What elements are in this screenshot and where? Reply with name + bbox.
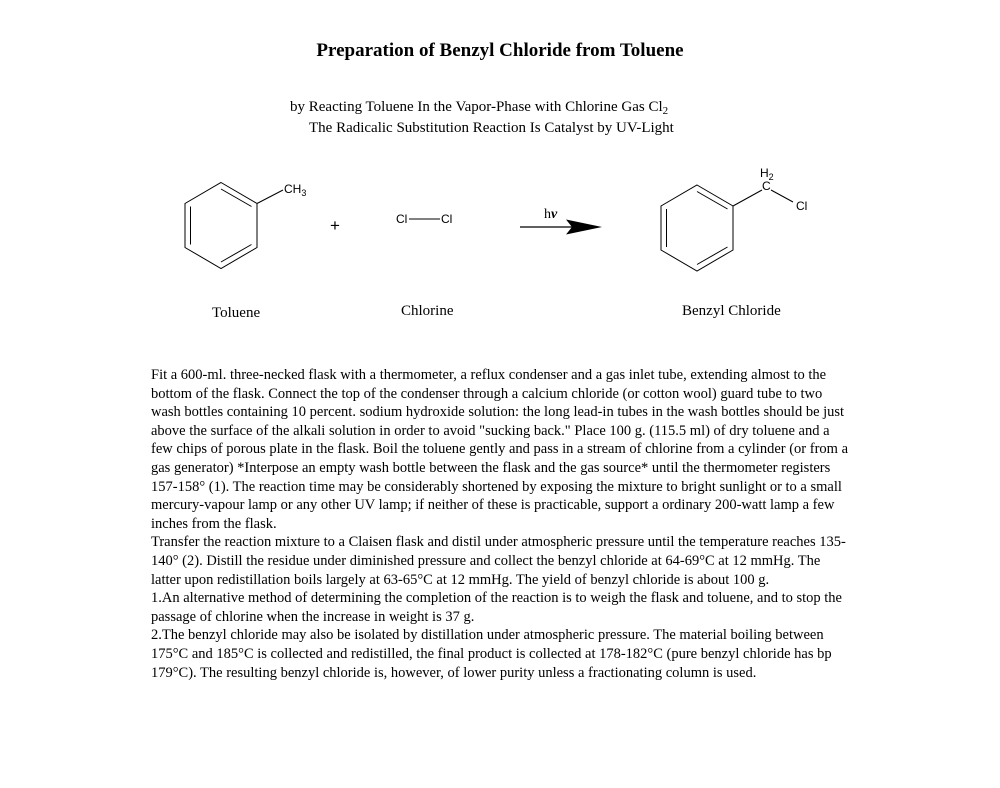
benzyl-ccl-bond [771, 190, 793, 202]
reaction-arrow [520, 220, 602, 235]
plus-sign: + [330, 216, 340, 235]
toluene-methyl-label: $CH_3$ [284, 182, 307, 198]
subtitle-line-1: by Reacting Toluene In the Vapor-Phase with Chlorine Gas $Cl_2$ [290, 99, 669, 117]
subtitle [290, 97, 674, 139]
footnote-1: 1.An alternative method of determining the completion of the reaction is to weigh the flask and toluene, and to stop the passage of chlorine when the increase in weight is 37 g. [151, 590, 842, 625]
page-title: Preparation of Benzyl Chloride from Toluene [316, 40, 684, 61]
subtitle-line-2: The Radicalic Substitution Reaction Is Catalyst by UV-Light [309, 120, 674, 136]
reaction-scheme [0, 150, 1000, 280]
toluene-benzene-ring [185, 183, 257, 269]
benzyl-c-label: C [762, 179, 771, 193]
benzyl-h2-label: $H_2$ [760, 166, 774, 182]
subtitle-subscript: 2 [662, 105, 669, 117]
toluene-structure [185, 183, 283, 269]
procedure-paragraph-1: Fit a 600-ml. three-necked flask with a thermometer, a reflux condenser and a gas inlet tube, extending almost to the bottom of the flask. Connect the top of the condenser through a calcium chloride (or cotton wool) guard tube to two wash bottles containing 10 percent. sodium hydroxide solution: the long lead-in tubes in the wash bottles should be just above the surface of the alkali solution in order to avoid "sucking back." Place 100 g. (115.5 ml) of dry toluene and a few chips of porous plate in the flask. Boil the toluene gently and pass in a stream of chlorine from a cylinder (or from a gas generator) *Interpose an empty wash bottle between the flask and the gas source* until the thermometer registers 157-158° (1). The reaction time may be considerably shortened by exposing the mixture to bright sunlight or to a small mercury-vapour lamp or any other UV lamp; if neither of these is practicable, support a ordinary 200-watt lamp a few inches from the flask. [151, 367, 849, 532]
chlorine-atom-2: Cl [441, 212, 453, 226]
benzyl-chloride-label: Benzyl Chloride [682, 303, 781, 319]
procedure-text [151, 366, 851, 682]
benzyl-ch2-bond [733, 190, 762, 206]
benzyl-benzene-ring [661, 185, 733, 271]
toluene-methyl-bond [257, 190, 283, 204]
benzyl-chloride-structure [661, 185, 793, 271]
footnote-2: 2.The benzyl chloride may also be isolated by distillation under atmospheric pressure. The material boiling between 175°C and 185°C is collected and redistilled, the final product is collected at 178-182°C (pure benzyl chloride has bp 179°C). The resulting benzyl chloride is, however, of lower purity unless a fractionating column is used. [151, 627, 832, 681]
benzyl-cl-label: Cl [796, 199, 808, 213]
arrow-label: hν [544, 207, 558, 222]
chlorine-label: Chlorine [401, 303, 454, 319]
procedure-paragraph-2: Transfer the reaction mixture to a Claisen flask and distil under atmospheric pressure until the temperature reaches 135-140° (2). Distill the residue under diminished pressure and collect the benzyl chloride at 64-69°C at 12 mmHg. The latter upon redistillation boils largely at 63-65°C at 12 mmHg. The yield of benzyl chloride is about 100 g. [151, 534, 846, 588]
toluene-label: Toluene [212, 305, 261, 321]
chlorine-atom-1: Cl [396, 212, 408, 226]
